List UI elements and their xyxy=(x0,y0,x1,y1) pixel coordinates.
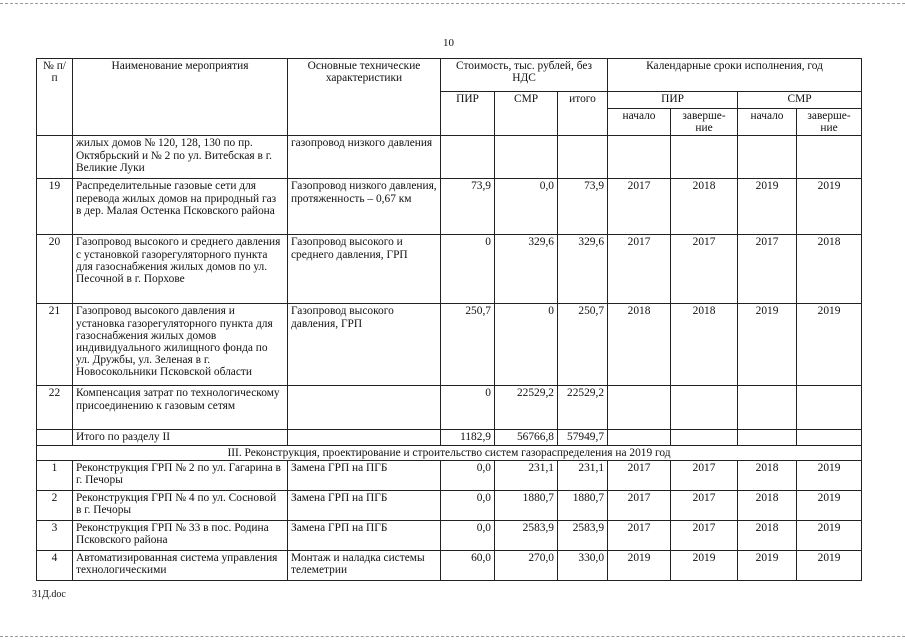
row-pir-start: 2017 xyxy=(608,235,671,304)
row-pir-end: 2017 xyxy=(671,460,738,490)
row-total-cost: 2583,9 xyxy=(558,520,608,550)
row-name: жилых домов № 120, 128, 130 по пр. Октябрьский и № 2 по ул. Витебская в г. Великие Луки xyxy=(73,136,288,179)
row-total-cost: 57949,7 xyxy=(558,430,608,445)
row-pir-start xyxy=(608,386,671,430)
row-pir-end: 2018 xyxy=(671,179,738,235)
row-smr-start: 2018 xyxy=(738,490,797,520)
row-tech xyxy=(288,430,441,445)
row-pir-cost: 73,9 xyxy=(441,179,495,235)
row-name: Автоматизированная система управления технологическими xyxy=(73,550,288,580)
row-num: 2 xyxy=(37,490,73,520)
row-pir-cost: 0 xyxy=(441,386,495,430)
subtotal-row xyxy=(37,430,862,445)
row-name: Реконструкция ГРП № 4 по ул. Сосновой в г. Печоры xyxy=(73,490,288,520)
row-tech: Газопровод низкого давления, протяженность – 0,67 км xyxy=(288,179,441,235)
row-name: Итого по разделу II xyxy=(73,430,288,445)
row-total-cost xyxy=(558,136,608,179)
table-row xyxy=(37,136,862,179)
row-pir-start xyxy=(608,136,671,179)
row-total-cost: 250,7 xyxy=(558,304,608,386)
row-num xyxy=(37,136,73,179)
scan-bottom-edge xyxy=(0,636,905,637)
row-num xyxy=(37,430,73,445)
row-smr-end: 2019 xyxy=(797,550,862,580)
row-pir-end: 2019 xyxy=(671,550,738,580)
row-smr-cost: 329,6 xyxy=(495,235,558,304)
row-pir-cost: 1182,9 xyxy=(441,430,495,445)
table-row xyxy=(37,304,862,386)
row-num: 1 xyxy=(37,460,73,490)
row-total-cost: 1880,7 xyxy=(558,490,608,520)
row-total-cost: 22529,2 xyxy=(558,386,608,430)
row-smr-cost xyxy=(495,136,558,179)
row-pir-end xyxy=(671,430,738,445)
header-term-pir: ПИР xyxy=(608,92,738,109)
row-smr-cost: 270,0 xyxy=(495,550,558,580)
row-name: Компенсация затрат по технологическому присоединению к газовым сетям xyxy=(73,386,288,430)
row-smr-start xyxy=(738,430,797,445)
header-num: № п/п xyxy=(37,59,73,136)
row-pir-end xyxy=(671,386,738,430)
row-smr-end: 2018 xyxy=(797,235,862,304)
row-smr-cost: 0 xyxy=(495,304,558,386)
table-row xyxy=(37,460,862,490)
row-smr-end: 2019 xyxy=(797,179,862,235)
row-smr-start: 2018 xyxy=(738,460,797,490)
row-smr-end: 2019 xyxy=(797,490,862,520)
row-total-cost: 329,6 xyxy=(558,235,608,304)
row-tech: Замена ГРП на ПГБ xyxy=(288,490,441,520)
row-smr-end xyxy=(797,136,862,179)
table-row xyxy=(37,179,862,235)
row-tech: Газопровод высокого и среднего давления, ГРП xyxy=(288,235,441,304)
row-smr-cost: 22529,2 xyxy=(495,386,558,430)
row-name: Газопровод высокого и среднего давления с установкой газорегуляторного пункта для газоснабжения жилых домов по ул. Песочной в г. Порхове xyxy=(73,235,288,304)
table-row xyxy=(37,386,862,430)
header-total: итого xyxy=(558,92,608,136)
row-smr-start: 2017 xyxy=(738,235,797,304)
row-name: Распределительные газовые сети для перевода жилых домов на природный газ в дер. Малая Остенка Псковского района xyxy=(73,179,288,235)
row-smr-cost: 0,0 xyxy=(495,179,558,235)
header-name: Наименование мероприятия xyxy=(73,59,288,136)
row-pir-end: 2018 xyxy=(671,304,738,386)
header-tech: Основные технические характеристики xyxy=(288,59,441,136)
activities-table xyxy=(36,58,862,581)
row-pir-cost: 250,7 xyxy=(441,304,495,386)
header-pir-end: заверше-ние xyxy=(671,109,738,136)
row-pir-end: 2017 xyxy=(671,520,738,550)
row-pir-cost: 60,0 xyxy=(441,550,495,580)
row-num: 4 xyxy=(37,550,73,580)
row-smr-start: 2019 xyxy=(738,550,797,580)
row-num: 3 xyxy=(37,520,73,550)
section-row xyxy=(37,445,862,460)
table-row xyxy=(37,550,862,580)
row-smr-end: 2019 xyxy=(797,304,862,386)
row-smr-cost: 56766,8 xyxy=(495,430,558,445)
row-num: 21 xyxy=(37,304,73,386)
header-terms: Календарные сроки исполнения, год xyxy=(608,59,862,92)
header-pir-start: начало xyxy=(608,109,671,136)
page-number: 10 xyxy=(443,37,454,49)
row-pir-start: 2017 xyxy=(608,460,671,490)
row-name: Реконструкция ГРП № 2 по ул. Гагарина в г. Печоры xyxy=(73,460,288,490)
row-pir-cost: 0 xyxy=(441,235,495,304)
row-tech: Замена ГРП на ПГБ xyxy=(288,520,441,550)
row-tech: Газопровод высокого давления, ГРП xyxy=(288,304,441,386)
row-tech: Замена ГРП на ПГБ xyxy=(288,460,441,490)
row-smr-cost: 231,1 xyxy=(495,460,558,490)
row-pir-end xyxy=(671,136,738,179)
row-smr-start: 2019 xyxy=(738,304,797,386)
row-smr-cost: 2583,9 xyxy=(495,520,558,550)
row-pir-start: 2019 xyxy=(608,550,671,580)
row-num: 19 xyxy=(37,179,73,235)
header-cost: Стоимость, тыс. рублей, без НДС xyxy=(441,59,608,92)
row-smr-end xyxy=(797,386,862,430)
row-total-cost: 231,1 xyxy=(558,460,608,490)
row-pir-cost: 0,0 xyxy=(441,490,495,520)
row-tech: газопровод низкого давления xyxy=(288,136,441,179)
header-smr-start: начало xyxy=(738,109,797,136)
row-smr-cost: 1880,7 xyxy=(495,490,558,520)
scan-top-edge xyxy=(0,3,905,4)
row-pir-cost: 0,0 xyxy=(441,460,495,490)
row-smr-start: 2019 xyxy=(738,179,797,235)
footer-filename: 31Д.doc xyxy=(32,589,66,600)
table-row xyxy=(37,235,862,304)
header-smr: СМР xyxy=(495,92,558,136)
row-pir-start: 2018 xyxy=(608,304,671,386)
row-pir-end: 2017 xyxy=(671,490,738,520)
row-name: Газопровод высокого давления и установка газорегуляторного пункта для газоснабжения жилых домов индивидуального жилищного фонда по ул. Дружбы, ул. Зеленая в г. Новосокольники Псковской области xyxy=(73,304,288,386)
row-total-cost: 330,0 xyxy=(558,550,608,580)
row-pir-start xyxy=(608,430,671,445)
row-pir-start: 2017 xyxy=(608,179,671,235)
row-smr-end: 2019 xyxy=(797,520,862,550)
row-num: 22 xyxy=(37,386,73,430)
table-row xyxy=(37,520,862,550)
row-tech xyxy=(288,386,441,430)
row-smr-end: 2019 xyxy=(797,460,862,490)
table-row xyxy=(37,490,862,520)
header-term-smr: СМР xyxy=(738,92,862,109)
row-pir-start: 2017 xyxy=(608,490,671,520)
row-smr-start: 2018 xyxy=(738,520,797,550)
row-smr-start xyxy=(738,136,797,179)
row-total-cost: 73,9 xyxy=(558,179,608,235)
row-name: Реконструкция ГРП № 33 в пос. Родина Псковского района xyxy=(73,520,288,550)
row-pir-end: 2017 xyxy=(671,235,738,304)
row-pir-cost: 0,0 xyxy=(441,520,495,550)
header-smr-end: заверше-ние xyxy=(797,109,862,136)
row-tech: Монтаж и наладка системы телеметрии xyxy=(288,550,441,580)
section-title: III. Реконструкция, проектирование и строительство систем газораспределения на 2019 год xyxy=(37,445,862,460)
header-pir: ПИР xyxy=(441,92,495,136)
row-smr-end xyxy=(797,430,862,445)
row-smr-start xyxy=(738,386,797,430)
row-pir-start: 2017 xyxy=(608,520,671,550)
row-num: 20 xyxy=(37,235,73,304)
row-pir-cost xyxy=(441,136,495,179)
